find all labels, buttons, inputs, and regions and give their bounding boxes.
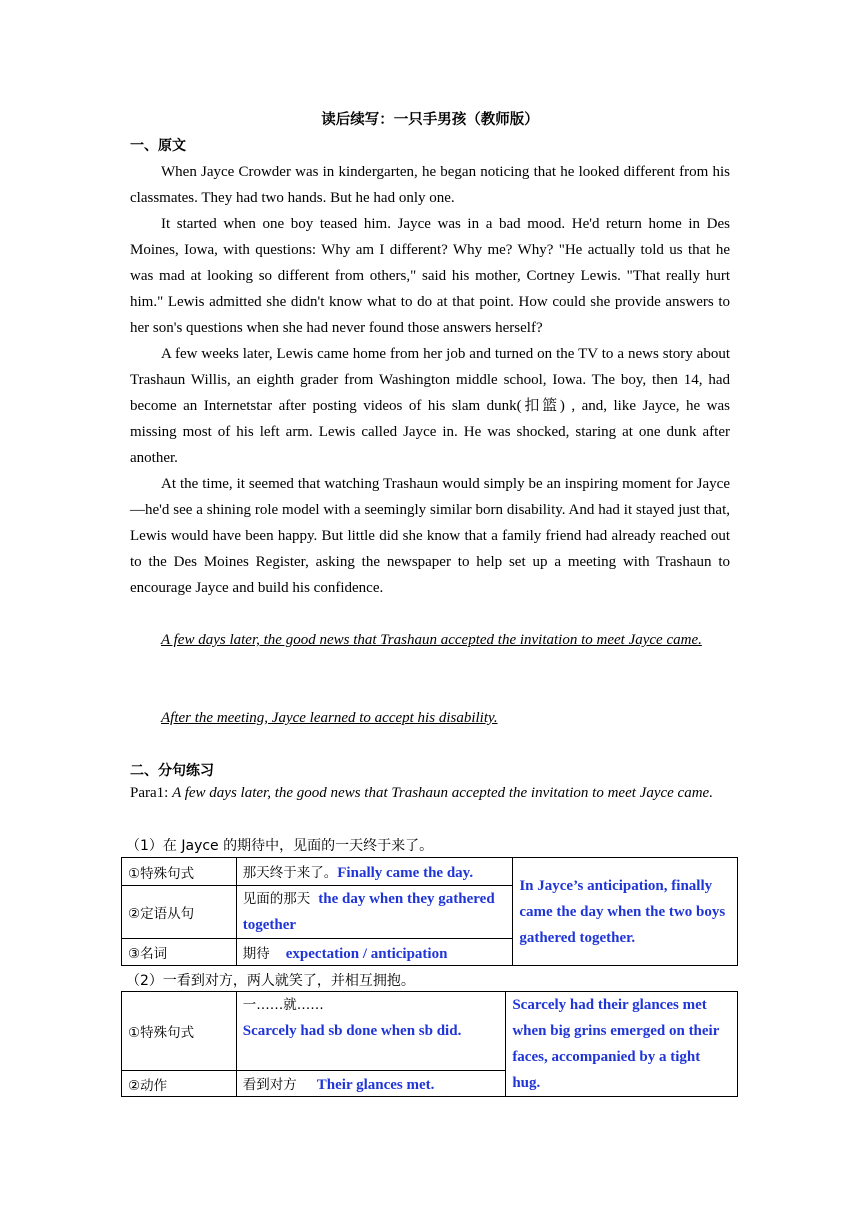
prompt-sentence: After the meeting, Jayce learned to accept his disability.	[161, 710, 498, 726]
row-content: 那天终于来了。Finally came the day.	[236, 858, 513, 886]
row-content: 期待 expectation / anticipation	[236, 939, 513, 966]
prompt-sentence: A few days later, the good news that Trashaun accepted the invitation to meet Jayce came.	[161, 632, 702, 648]
row-content: 看到对方 Their glances met.	[236, 1071, 506, 1097]
continuation-prompt-1	[130, 627, 730, 653]
table-row	[122, 992, 738, 1071]
answer-text: Finally came the day.	[337, 865, 474, 881]
answer-sentence: In Jayce’s anticipation, finally came the day when the two boys gathered together.	[519, 877, 726, 946]
answer-text: the day when they gathered together	[242, 891, 495, 933]
paragraph: When Jayce Crowder was in kindergarten, he began noticing that he looked different from his classmates. They had two hands. But he had only one.	[130, 164, 730, 206]
answer-text: Scarcely had sb done when sb did.	[242, 1023, 462, 1039]
paragraph: At the time, it seemed that watching Trashaun would simply be an inspiring moment for Jayce—he'd see a shining role model with a seemingly similar born disability. And had it stayed just that, Lewis would have been happy. But little did she know that a family friend had already reached out to the Des Moines Register, asking the newspaper to help set up a meeting with Trashaun to encourage Jayce and build his confidence.	[130, 476, 730, 596]
answer-cell	[506, 992, 738, 1097]
answer-text: expectation / anticipation	[285, 945, 448, 962]
answer-cell	[513, 858, 738, 966]
question-1: （1）在 Jayce 的期待中，见面的一天终于来了。	[126, 838, 434, 854]
section-heading-practice: 二、分句练习	[130, 763, 214, 779]
row-label: ②定语从句	[122, 886, 237, 939]
answer-text: Their glances met.	[316, 1077, 435, 1093]
page-title: 读后续写：一只手男孩（教师版）	[321, 112, 539, 128]
paragraph: It started when one boy teased him. Jayce was in a bad mood. He'd return home in Des Moines, Iowa, with questions: Why am I different? Why me? Why? "He actually told us that he was mad at looking so different from others," said his mother, Cortney Lewis. "That really hurt him." Lewis admitted she didn't know what to do at that point. How could she provide answers to her son's questions when she had never found those answers herself?	[130, 216, 730, 336]
original-passage	[130, 159, 730, 601]
row-label: ②动作	[122, 1071, 237, 1097]
answer-sentence: Scarcely had their glances met when big grins emerged on their faces, accompanied by a tight hug.	[512, 997, 720, 1091]
para1-text: A few days later, the good news that Trashaun accepted the invitation to meet Jayce came.	[172, 785, 713, 801]
section-heading-original: 一、原文	[130, 138, 186, 154]
para1-prompt	[130, 781, 730, 806]
row-content: 一……就…… Scarcely had sb done when sb did.	[236, 992, 506, 1071]
para1-label: Para1:	[130, 785, 173, 801]
paragraph: A few weeks later, Lewis came home from her job and turned on the TV to a news story about Trashaun Willis, an eighth grader from Washington middle school, Iowa. The boy, then 14, had become an Internetstar after posting videos of his slam dunk(扣篮) , and, like Jayce, he was missing most of his left arm. Lewis called Jayce in. He was shocked, staring at one dunk after another.	[130, 346, 730, 466]
practice-table-2	[121, 991, 738, 1097]
row-label: ①特殊句式	[122, 992, 237, 1071]
practice-table-1	[121, 857, 738, 966]
question-2: （2）一看到对方，两人就笑了，并相互拥抱。	[126, 973, 415, 989]
row-content: 见面的那天 the day when they gathered together	[236, 886, 513, 939]
row-label: ③名词	[122, 939, 237, 966]
table-row	[122, 858, 738, 886]
continuation-prompt-2	[130, 705, 730, 731]
row-label: ①特殊句式	[122, 858, 237, 886]
